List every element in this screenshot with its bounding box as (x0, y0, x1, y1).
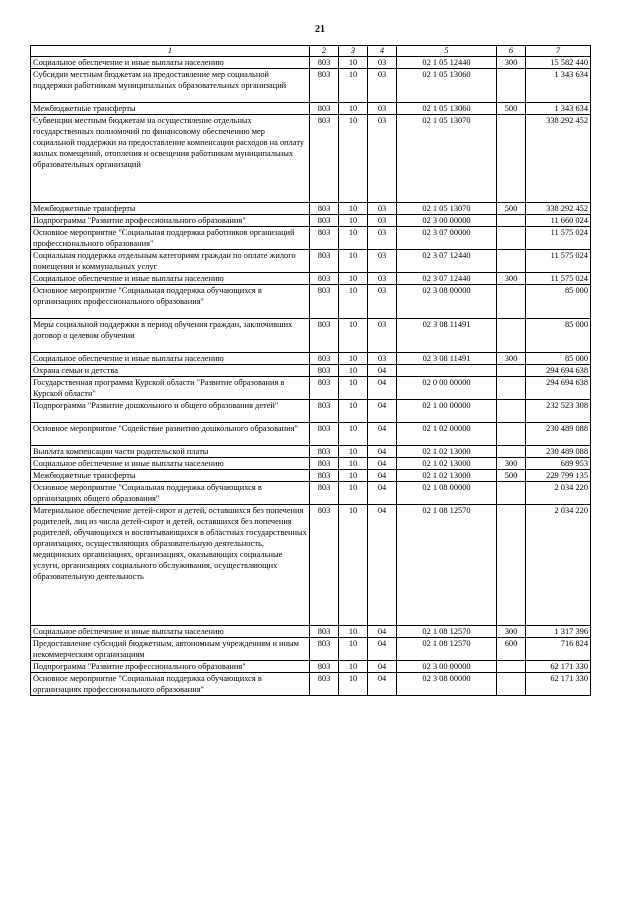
row-code-cell: 02 3 08 11491 (397, 353, 497, 365)
row-col3-cell: 10 (339, 626, 368, 638)
table-header (31, 46, 591, 57)
table-row (31, 661, 591, 673)
row-col3-cell: 10 (339, 273, 368, 285)
row-col3-cell: 10 (339, 365, 368, 377)
row-col4-cell: 03 (368, 69, 397, 103)
row-col4-cell: 04 (368, 423, 397, 446)
row-col3-cell: 10 (339, 69, 368, 103)
row-col6-cell: 300 (497, 626, 526, 638)
row-amount-cell: 716 824 (526, 638, 591, 661)
table-row (31, 285, 591, 319)
row-col3-cell: 10 (339, 250, 368, 273)
table-row (31, 273, 591, 285)
row-col2-cell: 803 (310, 400, 339, 423)
row-col3-cell: 10 (339, 446, 368, 458)
row-code-cell: 02 1 02 13000 (397, 470, 497, 482)
row-name-cell: Основное мероприятие "Социальная поддержка обучающихся в организациях профессионального образования" (31, 673, 310, 696)
row-col2-cell: 803 (310, 673, 339, 696)
table-row (31, 319, 591, 353)
row-name-cell: Основное мероприятие "Социальная поддержка работников организаций профессионального образования" (31, 227, 310, 250)
row-col2-cell: 803 (310, 57, 339, 69)
row-name-cell: Государственная программа Курской области "Развитие образования в Курской области" (31, 377, 310, 400)
row-col2-cell: 803 (310, 446, 339, 458)
row-name-cell: Социальное обеспечение и иные выплаты населению (31, 458, 310, 470)
row-col6-cell: 300 (497, 458, 526, 470)
table-row (31, 673, 591, 696)
row-col2-cell: 803 (310, 103, 339, 115)
table-row (31, 638, 591, 661)
row-col4-cell: 04 (368, 673, 397, 696)
row-amount-cell: 338 292 452 (526, 115, 591, 203)
row-col2-cell: 803 (310, 365, 339, 377)
row-col3-cell: 10 (339, 203, 368, 215)
row-col3-cell: 10 (339, 103, 368, 115)
col-header-4: 4 (368, 46, 397, 57)
row-code-cell: 02 3 08 11491 (397, 319, 497, 353)
row-name-cell: Межбюджетные трансферты (31, 203, 310, 215)
row-name-cell: Меры социальной поддержки в период обучения граждан, заключивших договор о целевом обучении (31, 319, 310, 353)
row-amount-cell: 1 343 634 (526, 103, 591, 115)
row-col6-cell (497, 482, 526, 505)
row-col2-cell: 803 (310, 115, 339, 203)
row-amount-cell: 1 343 634 (526, 69, 591, 103)
row-code-cell: 02 1 08 12570 (397, 638, 497, 661)
row-amount-cell: 294 694 638 (526, 377, 591, 400)
row-col4-cell: 03 (368, 215, 397, 227)
row-col3-cell: 10 (339, 353, 368, 365)
row-col4-cell: 04 (368, 400, 397, 423)
row-code-cell: 02 1 05 13060 (397, 69, 497, 103)
row-amount-cell: 2 034 220 (526, 482, 591, 505)
row-code-cell: 02 3 07 00000 (397, 227, 497, 250)
row-col3-cell: 10 (339, 377, 368, 400)
row-col6-cell (497, 115, 526, 203)
table-row (31, 482, 591, 505)
row-col3-cell: 10 (339, 285, 368, 319)
row-col3-cell: 10 (339, 227, 368, 250)
row-amount-cell: 229 799 135 (526, 470, 591, 482)
row-col2-cell: 803 (310, 470, 339, 482)
row-col6-cell (497, 365, 526, 377)
row-col4-cell: 03 (368, 103, 397, 115)
table-row (31, 250, 591, 273)
row-col6-cell (497, 215, 526, 227)
row-code-cell: 02 1 08 12570 (397, 626, 497, 638)
row-amount-cell: 11 575 024 (526, 273, 591, 285)
row-col2-cell: 803 (310, 423, 339, 446)
row-amount-cell: 11 575 024 (526, 250, 591, 273)
row-col2-cell: 803 (310, 273, 339, 285)
col-header-6: 6 (497, 46, 526, 57)
budget-table (30, 45, 591, 696)
row-amount-cell: 85 000 (526, 285, 591, 319)
row-name-cell: Подпрограмма "Развитие дошкольного и общего образования детей" (31, 400, 310, 423)
row-col4-cell: 03 (368, 250, 397, 273)
row-col3-cell: 10 (339, 458, 368, 470)
table-body (31, 57, 591, 696)
row-col3-cell: 10 (339, 505, 368, 626)
row-col4-cell: 04 (368, 365, 397, 377)
row-name-cell: Выплата компенсации части родительской платы (31, 446, 310, 458)
row-name-cell: Основное мероприятие "Социальная поддержка обучающихся в организациях общего образования" (31, 482, 310, 505)
row-col3-cell: 10 (339, 673, 368, 696)
row-col4-cell: 03 (368, 273, 397, 285)
row-amount-cell: 338 292 452 (526, 203, 591, 215)
row-col4-cell: 03 (368, 319, 397, 353)
row-amount-cell: 294 694 638 (526, 365, 591, 377)
table-row (31, 203, 591, 215)
row-col4-cell: 03 (368, 57, 397, 69)
table-row (31, 377, 591, 400)
row-col2-cell: 803 (310, 227, 339, 250)
row-col2-cell: 803 (310, 203, 339, 215)
row-col6-cell (497, 227, 526, 250)
row-name-cell: Охрана семьи и детства (31, 365, 310, 377)
row-col4-cell: 03 (368, 203, 397, 215)
row-name-cell: Основное мероприятие "Социальная поддержка обучающихся в организациях профессионального образования" (31, 285, 310, 319)
row-amount-cell: 1 317 396 (526, 626, 591, 638)
row-code-cell: 02 3 07 12440 (397, 273, 497, 285)
row-name-cell: Социальное обеспечение и иные выплаты населению (31, 273, 310, 285)
row-name-cell: Предоставление субсидий бюджетным, автономным учреждениям и иным некоммерческим организациям (31, 638, 310, 661)
row-col3-cell: 10 (339, 470, 368, 482)
table-row (31, 446, 591, 458)
row-col6-cell: 500 (497, 203, 526, 215)
row-amount-cell: 62 171 330 (526, 673, 591, 696)
table-row (31, 227, 591, 250)
row-col3-cell: 10 (339, 57, 368, 69)
row-col6-cell (497, 661, 526, 673)
row-col4-cell: 04 (368, 446, 397, 458)
row-col2-cell: 803 (310, 353, 339, 365)
row-col6-cell: 500 (497, 103, 526, 115)
table-row (31, 103, 591, 115)
row-code-cell: 02 1 08 12570 (397, 505, 497, 626)
row-code-cell: 02 3 08 00000 (397, 285, 497, 319)
header-row (31, 46, 591, 57)
row-name-cell: Социальное обеспечение и иные выплаты населению (31, 353, 310, 365)
row-col6-cell: 300 (497, 57, 526, 69)
row-col6-cell: 500 (497, 470, 526, 482)
table-row (31, 400, 591, 423)
row-name-cell: Основное мероприятие "Содействие развитию дошкольного образования" (31, 423, 310, 446)
row-name-cell: Социальное обеспечение и иные выплаты населению (31, 57, 310, 69)
page-number: 21 (315, 24, 325, 35)
table-row (31, 505, 591, 626)
row-col4-cell: 03 (368, 285, 397, 319)
col-header-7: 7 (526, 46, 591, 57)
table-row (31, 353, 591, 365)
row-name-cell: Межбюджетные трансферты (31, 470, 310, 482)
row-code-cell: 02 3 00 00000 (397, 215, 497, 227)
row-col2-cell: 803 (310, 377, 339, 400)
row-col6-cell: 300 (497, 353, 526, 365)
row-col6-cell (497, 250, 526, 273)
row-col6-cell (497, 673, 526, 696)
row-col2-cell: 803 (310, 215, 339, 227)
row-col2-cell: 803 (310, 319, 339, 353)
row-code-cell: 02 3 07 12440 (397, 250, 497, 273)
row-col6-cell (497, 505, 526, 626)
row-name-cell: Субсидии местным бюджетам на предоставление мер социальной поддержки работникам муниципальных образовательных организаций (31, 69, 310, 103)
row-col6-cell (497, 446, 526, 458)
table-row (31, 626, 591, 638)
row-amount-cell: 11 575 024 (526, 227, 591, 250)
col-header-2: 2 (310, 46, 339, 57)
row-col6-cell (497, 285, 526, 319)
col-header-1: 1 (31, 46, 310, 57)
row-col2-cell: 803 (310, 626, 339, 638)
row-col4-cell: 04 (368, 377, 397, 400)
row-col2-cell: 803 (310, 661, 339, 673)
row-col2-cell: 803 (310, 482, 339, 505)
row-code-cell: 02 1 08 00000 (397, 482, 497, 505)
row-col4-cell: 03 (368, 353, 397, 365)
row-col6-cell (497, 423, 526, 446)
row-code-cell: 02 3 08 00000 (397, 673, 497, 696)
table-row (31, 423, 591, 446)
row-amount-cell: 232 523 308 (526, 400, 591, 423)
row-col4-cell: 03 (368, 227, 397, 250)
row-name-cell: Субвенции местным бюджетам на осуществление отдельных государственных полномочий по финансовому обеспечению мер социальной поддержки на предоставление компенсации расходов на оплату жилых помещений, отопления и освещения работникам муниципальных образовательных организаций (31, 115, 310, 203)
row-col4-cell: 04 (368, 626, 397, 638)
table-row (31, 215, 591, 227)
row-name-cell: Подпрограмма "Развитие профессионального образования" (31, 661, 310, 673)
row-col6-cell (497, 400, 526, 423)
row-amount-cell: 230 489 088 (526, 446, 591, 458)
row-code-cell: 02 1 05 12440 (397, 57, 497, 69)
table-row (31, 365, 591, 377)
col-header-5: 5 (397, 46, 497, 57)
row-col3-cell: 10 (339, 482, 368, 505)
row-code-cell: 02 3 00 00000 (397, 661, 497, 673)
row-col2-cell: 803 (310, 250, 339, 273)
row-col4-cell: 03 (368, 115, 397, 203)
row-amount-cell: 62 171 330 (526, 661, 591, 673)
row-amount-cell: 15 582 440 (526, 57, 591, 69)
row-col3-cell: 10 (339, 319, 368, 353)
row-code-cell: 02 1 05 13060 (397, 103, 497, 115)
row-col4-cell: 04 (368, 458, 397, 470)
row-name-cell: Социальная поддержка отдельным категориям граждан по оплате жилого помещения и коммунальных услуг (31, 250, 310, 273)
row-code-cell: 02 1 02 00000 (397, 423, 497, 446)
row-col4-cell: 04 (368, 482, 397, 505)
row-col3-cell: 10 (339, 661, 368, 673)
row-col6-cell (497, 319, 526, 353)
row-amount-cell: 85 000 (526, 353, 591, 365)
row-code-cell (397, 365, 497, 377)
row-col4-cell: 04 (368, 661, 397, 673)
table-row (31, 115, 591, 203)
row-amount-cell: 689 953 (526, 458, 591, 470)
row-col6-cell (497, 377, 526, 400)
row-col2-cell: 803 (310, 458, 339, 470)
row-amount-cell: 11 660 024 (526, 215, 591, 227)
table-row (31, 69, 591, 103)
row-col2-cell: 803 (310, 69, 339, 103)
row-code-cell: 02 0 00 00000 (397, 377, 497, 400)
row-col4-cell: 04 (368, 505, 397, 626)
row-code-cell: 02 1 05 13070 (397, 203, 497, 215)
row-col6-cell (497, 69, 526, 103)
row-col3-cell: 10 (339, 423, 368, 446)
row-code-cell: 02 1 00 00000 (397, 400, 497, 423)
row-col6-cell: 600 (497, 638, 526, 661)
row-col3-cell: 10 (339, 215, 368, 227)
row-col2-cell: 803 (310, 638, 339, 661)
row-col3-cell: 10 (339, 638, 368, 661)
row-code-cell: 02 1 02 13000 (397, 458, 497, 470)
table-row (31, 470, 591, 482)
row-name-cell: Материальное обеспечение детей-сирот и детей, оставшихся без попечения родителей, лиц из числа детей-сирот и детей, оставшихся без попечения родителей, обучающихся и воспитывающихся в областных государственных организациях, осуществляющих образовательную деятельность, медицинских организациях, организациях, оказывающих социальные услуги, организациях социального обслуживания, осуществляющих образовательную деятельность (31, 505, 310, 626)
row-col4-cell: 04 (368, 638, 397, 661)
row-col2-cell: 803 (310, 505, 339, 626)
row-amount-cell: 2 034 220 (526, 505, 591, 626)
row-name-cell: Подпрограмма "Развитие профессионального образования" (31, 215, 310, 227)
row-col2-cell: 803 (310, 285, 339, 319)
row-amount-cell: 85 000 (526, 319, 591, 353)
table-row (31, 57, 591, 69)
row-name-cell: Социальное обеспечение и иные выплаты населению (31, 626, 310, 638)
row-col3-cell: 10 (339, 400, 368, 423)
row-amount-cell: 230 489 088 (526, 423, 591, 446)
table-row (31, 458, 591, 470)
row-code-cell: 02 1 02 13000 (397, 446, 497, 458)
row-col3-cell: 10 (339, 115, 368, 203)
row-col4-cell: 04 (368, 470, 397, 482)
col-header-3: 3 (339, 46, 368, 57)
row-col6-cell: 300 (497, 273, 526, 285)
row-name-cell: Межбюджетные трансферты (31, 103, 310, 115)
row-code-cell: 02 1 05 13070 (397, 115, 497, 203)
